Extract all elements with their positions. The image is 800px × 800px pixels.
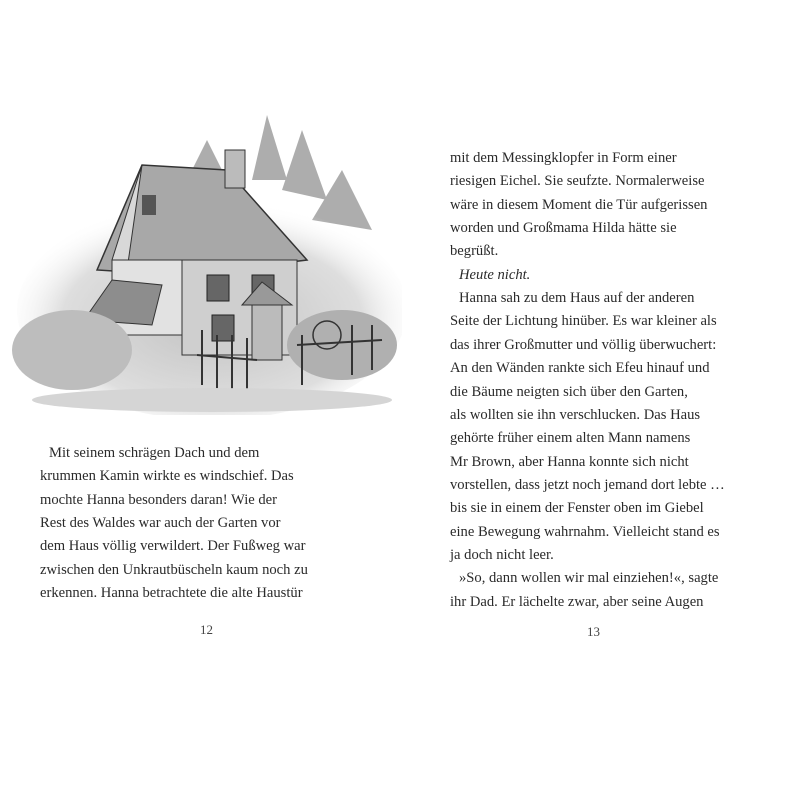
text-line: erkennen. Hanna betrachtete die alte Haustür <box>40 585 303 601</box>
text-line: eine Bewegung wahrnahm. Vielleicht stand es <box>450 523 720 540</box>
text-line: Mit seinem schrägen Dach und dem <box>49 445 260 461</box>
text-line: als wollten sie ihn verschlucken. Das Haus <box>450 406 701 423</box>
text-line: Seite der Lichtung hinüber. Es war kleiner als <box>450 313 717 330</box>
text-line: mochte Hanna besonders daran! Wie der <box>40 492 278 508</box>
text-line: ihr Dad. Er lächelte zwar, aber seine Augen <box>450 593 704 610</box>
text-line: vorstellen, dass jetzt noch jemand dort lebte … <box>450 476 725 493</box>
text-line: wäre in diesem Moment die Tür aufgerissen <box>450 196 708 213</box>
text-line: Heute nicht. <box>459 266 531 283</box>
text-line: Mr Brown, aber Hanna konnte sich nicht <box>450 453 689 470</box>
text-line: die Bäume neigten sich über den Garten, <box>450 383 688 400</box>
text-line: worden und Großmama Hilda hätte sie <box>450 220 677 237</box>
right-page <box>400 0 800 800</box>
text-line: krummen Kamin wirkte es windschief. Das <box>40 468 294 484</box>
text-line: das ihrer Großmutter und völlig überwuchert: <box>450 336 717 353</box>
text-line: mit dem Messingklopfer in Form einer <box>450 150 677 166</box>
text-line: bis sie in einem der Fenster oben im Giebel <box>450 500 704 517</box>
house-illustration <box>12 110 402 415</box>
text-line: Rest des Waldes war auch der Garten vor <box>40 515 281 531</box>
page-number: 12 <box>200 622 213 637</box>
text-line: Hanna sah zu dem Haus auf der anderen <box>459 290 695 307</box>
text-line: »So, dann wollen wir mal einziehen!«, sagte <box>459 570 719 587</box>
text-line: gehörte früher einem alten Mann namens <box>450 430 691 447</box>
text-line: dem Haus völlig verwildert. Der Fußweg war <box>40 538 306 554</box>
text-line: ja doch nicht leer. <box>450 546 554 563</box>
text-line: riesigen Eichel. Sie seufzte. Normalerweise <box>450 173 705 190</box>
text-line: zwischen den Unkrautbüscheln kaum noch zu <box>40 562 308 578</box>
text-line: An den Wänden rankte sich Efeu hinauf und <box>450 360 710 377</box>
page-number: 13 <box>587 624 600 639</box>
text-line: begrüßt. <box>450 243 499 260</box>
